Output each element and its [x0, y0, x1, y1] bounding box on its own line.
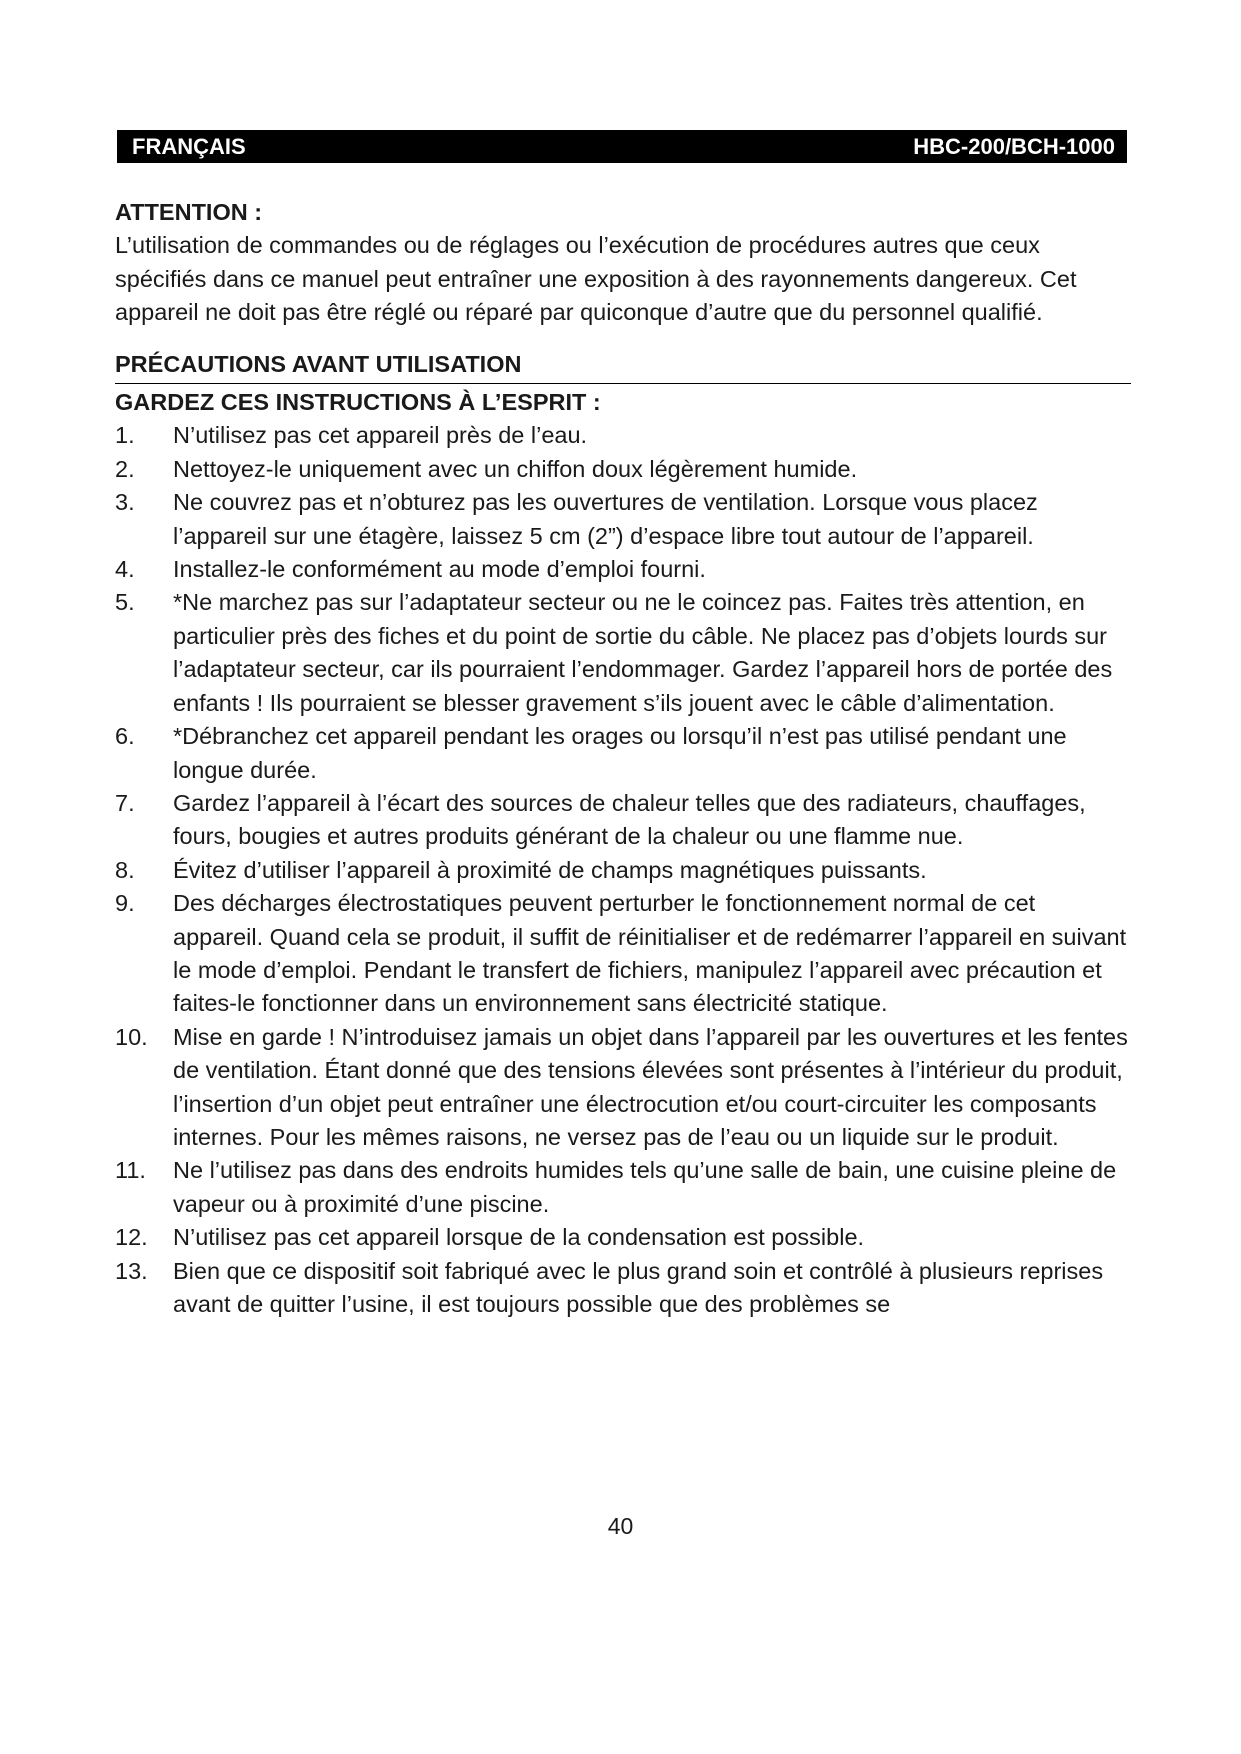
header-model: HBC-200/BCH-1000	[913, 133, 1115, 159]
list-item	[115, 854, 1131, 887]
attention-text: L’utilisation de commandes ou de réglages ou l’exécution de procédures autres que ceux spécifiés dans ce manuel peut entraîner une exposition à des rayonnements dangereux. Cet appareil ne doit pas être réglé ou réparé par quiconque d’autre que du personnel qualifié.	[115, 232, 1077, 326]
list-item-text: N’utilisez pas cet appareil près de l’eau.	[173, 422, 588, 449]
list-item	[115, 486, 1131, 553]
precautions-heading: PRÉCAUTIONS AVANT UTILISATION	[115, 348, 1131, 384]
list-item-number: 13.	[115, 1257, 148, 1284]
list-item	[115, 1154, 1131, 1221]
list-item-text: Nettoyez-le uniquement avec un chiffon doux légèrement humide.	[173, 455, 858, 482]
list-item-text: Ne l’utilisez pas dans des endroits humides tels qu’une salle de bain, une cuisine pleine de vapeur ou à proximité d’une piscine.	[173, 1157, 1117, 1217]
list-item-number: 7.	[115, 789, 135, 816]
list-item-text: Des décharges électrostatiques peuvent perturber le fonctionnement normal de cet appareil. Quand cela se produit, il suffit de réinitialiser et de redémarrer l’appareil en suivant le mode d’emploi. Pendant le transfert de fichiers, manipulez l’appareil avec précaution et faites-le fonctionner dans un environnement sans électricité statique.	[173, 890, 1127, 1017]
page-number: 40	[607, 1513, 634, 1539]
list-item-text: Mise en garde ! N’introduisez jamais un objet dans l’appareil par les ouvertures et les fentes de ventilation. Étant donné que des tensions élevées sont présentes à l’intérieur du produit, l’insertion d’un objet peut entraîner une électrocution et/ou court-circuiter les composants internes. Pour les mêmes raisons, ne versez pas de l’eau ou un liquide sur le produit.	[173, 1023, 1128, 1150]
list-item	[115, 453, 1131, 486]
list-item	[115, 419, 1131, 452]
list-item	[115, 1255, 1131, 1322]
list-item-number: 5.	[115, 589, 135, 616]
list-item-text: Ne couvrez pas et n’obturez pas les ouvertures de ventilation. Lorsque vous placez l’appareil sur une étagère, laissez 5 cm (2”) d’espace libre tout autour de l’appareil.	[173, 489, 1038, 549]
precautions-subheading: GARDEZ CES INSTRUCTIONS À L’ESPRIT :	[115, 389, 601, 416]
list-item-number: 11.	[115, 1157, 146, 1184]
list-item	[115, 1221, 1131, 1254]
list-item-number: 1.	[115, 422, 135, 449]
list-item-text: Gardez l’appareil à l’écart des sources de chaleur telles que des radiateurs, chauffages, fours, bougies et autres produits générant de la chaleur ou une flamme nue.	[173, 789, 1086, 850]
list-item-text: Installez-le conformément au mode d’emploi fourni.	[173, 556, 706, 583]
list-item-number: 10.	[115, 1023, 148, 1050]
page-header-bar	[117, 130, 1127, 163]
list-item-number: 2.	[115, 455, 135, 482]
list-item-text: Bien que ce dispositif soit fabriqué avec le plus grand soin et contrôlé à plusieurs reprises avant de quitter l’usine, il est toujours possible que des problèmes se	[173, 1257, 1104, 1317]
list-item	[115, 586, 1131, 720]
list-item	[115, 720, 1131, 787]
list-item-number: 4.	[115, 556, 135, 583]
list-item-number: 8.	[115, 856, 135, 883]
list-item-number: 6.	[115, 723, 135, 750]
list-item-text: *Ne marchez pas sur l’adaptateur secteur ou ne le coincez pas. Faites très attention, en particulier près des fiches et du point de sortie du câble. Ne placez pas d’objets lourds sur l’adaptateur secteur, car ils pourraient l’endommager. Gardez l’appareil hors de portée des enfants ! Ils pourraient se blesser gravement s’ils jouent avec le câble d’alimentation.	[173, 589, 1113, 716]
list-item-number: 9.	[115, 890, 135, 917]
page-content	[115, 196, 1131, 1321]
header-language: FRANÇAIS	[132, 133, 246, 159]
list-item	[115, 1021, 1131, 1155]
list-item-text: N’utilisez pas cet appareil lorsque de la condensation est possible.	[173, 1224, 865, 1251]
precautions-list	[115, 419, 1131, 1321]
list-item-number: 12.	[115, 1224, 148, 1251]
list-item-text: *Débranchez cet appareil pendant les orages ou lorsqu’il n’est pas utilisé pendant une longue durée.	[173, 723, 1067, 783]
list-item	[115, 553, 1131, 586]
list-item	[115, 887, 1131, 1021]
list-item-text: Évitez d’utiliser l’appareil à proximité de champs magnétiques puissants.	[173, 856, 927, 883]
list-item-number: 3.	[115, 489, 135, 516]
attention-heading: ATTENTION :	[115, 199, 263, 225]
list-item	[115, 787, 1131, 854]
